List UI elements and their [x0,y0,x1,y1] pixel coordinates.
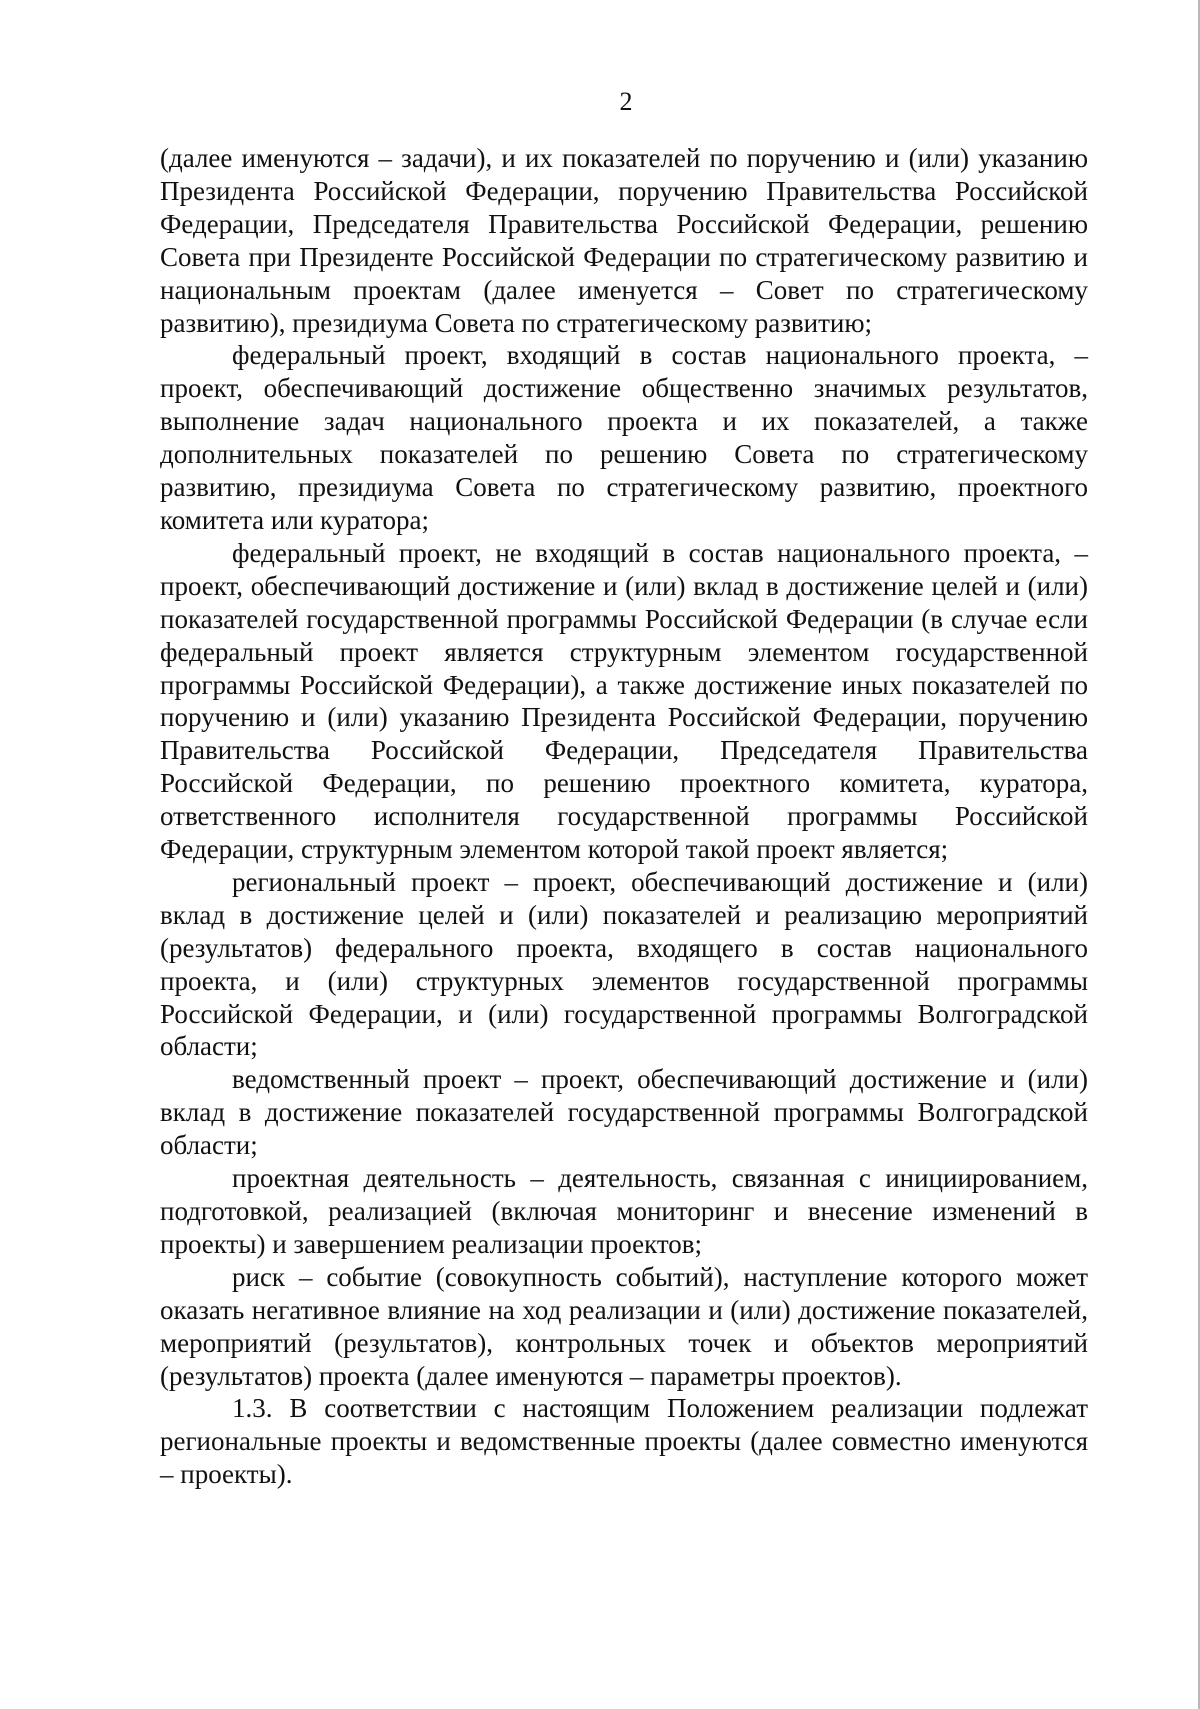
paragraph-3: федеральный проект, не входящий в состав национального проекта, – проект, обеспечивающий достижение и (или) вклад в достижение целей и (или) показателей государственной программы Российской Федерации (в случае если федеральный проект является структурным элементом государственной программы Российской Федерации), а также достижение иных показателей по поручению и (или) указанию Президента Российской Федерации, поручению Правительства Российской Федерации, Председателя Правительства Российской Федерации, по решению проектного комитета, куратора, ответственного исполнителя государственной программы Российской Федерации, структурным элементом которой такой проект является; [160,537,1088,865]
document-body [160,142,1088,1491]
paragraph-8: 1.3. В соответствии с настоящим Положением реализации подлежат региональные проекты и ведомственные проекты (далее совместно именуются – проекты). [160,1393,1088,1490]
paragraph-5: ведомственный проект – проект, обеспечивающий достижение и (или) вклад в достижение показателей государственной программы Волгоградской области; [160,1064,1088,1161]
paragraph-7: риск – событие (совокупность событий), наступление которого может оказать негативное влияние на ход реализации и (или) достижение показателей, мероприятий (результатов), контрольных точек и объектов мероприятий (результатов) проекта (далее именуются – параметры проектов). [160,1261,1088,1391]
page-number: 2 [619,87,633,116]
paragraph-4: региональный проект – проект, обеспечивающий достижение и (или) вклад в достижение целей и (или) показателей и реализацию мероприятий (результатов) федерального проекта, входящего в состав национального проекта, и (или) структурных элементов государственной программы Российской Федерации, и (или) государственной программы Волгоградской области; [160,866,1088,1062]
paragraph-1: (далее именуются – задачи), и их показателей по поручению и (или) указанию Президента Российской Федерации, поручению Правительства Российской Федерации, Председателя Правительства Российской Федерации, решению Совета при Президенте Российской Федерации по стратегическому развитию и национальным проектам (далее именуется – Совет по стратегическому развитию), президиума Совета по стратегическому развитию; [160,143,1088,338]
paragraph-2: федеральный проект, входящий в состав национального проекта, – проект, обеспечивающий достижение общественно значимых результатов, выполнение задач национального проекта и их показателей, а также дополнительных показателей по решению Совета по стратегическому развитию, президиума Совета по стратегическому развитию, проектного комитета или куратора; [160,340,1088,535]
paragraph-6: проектная деятельность – деятельность, связанная с инициированием, подготовкой, реализацией (включая мониторинг и внесение изменений в проекты) и завершением реализации проектов; [160,1163,1088,1259]
